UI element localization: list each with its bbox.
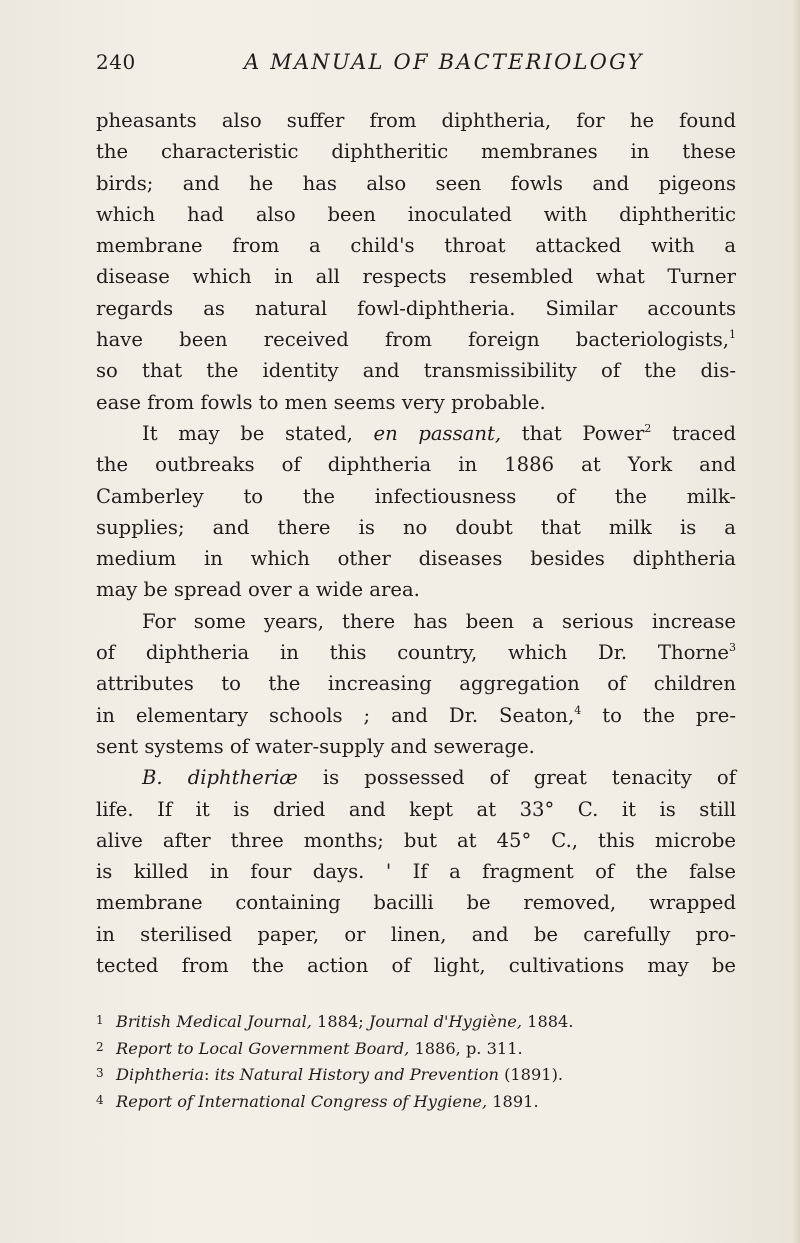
text-line: alive after three months; but at 45° C., this microbe [96, 828, 736, 852]
text-line: may be spread over a wide area. [96, 578, 420, 602]
text-line: is killed in four days. ' If a fragment of the false [96, 860, 736, 884]
text-line: ease from fowls to men seems very probable. [96, 390, 546, 414]
text-line: For some years, there has been a serious increase [142, 609, 736, 633]
footnote-3: 3 Diphtheria: its Natural History and Prevention (1891). [96, 1065, 564, 1085]
text-line: disease which in all respects resembled what Turner [96, 265, 736, 289]
text-fragment: to the pre- [581, 703, 737, 727]
text-line: the characteristic diphtheritic membranes in these [96, 140, 736, 164]
running-title: A MANUAL OF BACTERIOLOGY [244, 50, 644, 74]
text-fragment: is possessed of great tenacity of [297, 766, 736, 790]
text-line: supplies; and there is no doubt that milk is a [96, 515, 736, 539]
running-header [96, 50, 736, 82]
text-line: attributes to the increasing aggregation of children [96, 672, 736, 696]
text-fragment: of diphtheria in this country, which Dr. Thorne [96, 641, 729, 665]
text-line-with-note [96, 637, 736, 668]
text-line: regards as natural fowl-diphtheria. Similar accounts [96, 296, 736, 320]
text-line-with-note [96, 324, 736, 355]
text-fragment: that Power [501, 421, 645, 445]
text-line-with-note [96, 418, 736, 449]
footnote-1: 1 British Medical Journal, 1884; Journal d'Hygiène, 1884. [96, 1012, 574, 1031]
footnote-4: 4 Report of International Congress of Hygiene, 1891. [96, 1091, 539, 1111]
main-text [96, 105, 736, 981]
text-fragment: in elementary schools ; and Dr. Seaton, [96, 703, 575, 727]
footnotes [96, 1008, 736, 1114]
italic-phrase: en passant, [373, 421, 502, 445]
text-line: so that the identity and transmissibility of the dis- [96, 359, 736, 383]
italic-species-name: B. diphtheriæ [142, 766, 298, 790]
text-fragment: traced [651, 421, 736, 445]
text-fragment: It may be stated, [142, 421, 374, 445]
text-line: birds; and he has also seen fowls and pigeons [96, 171, 736, 195]
page-number: 240 [96, 50, 136, 74]
text-fragment: have been received from foreign bacteriologists, [96, 328, 729, 352]
text-line: which had also been inoculated with diphtheritic [96, 202, 736, 226]
footnote-ref-3: 3 [729, 641, 736, 655]
text-line: the outbreaks of diphtheria in 1886 at York and [96, 453, 736, 477]
text-line: sent systems of water-supply and sewerage. [96, 734, 535, 758]
page-edge-shadow [792, 0, 800, 1243]
text-line: membrane containing bacilli be removed, wrapped [96, 891, 736, 915]
text-line: in sterilised paper, or linen, and be carefully pro- [96, 922, 736, 946]
text-line-with-note [96, 700, 736, 731]
footnote-2: 2 Report to Local Government Board, 1886, p. 311. [96, 1038, 523, 1058]
text-line: medium in which other diseases besides diphtheria [96, 547, 736, 571]
text-line: pheasants also suffer from diphtheria, for he found [96, 109, 736, 132]
text-line [96, 762, 736, 793]
footnote-ref-2: 2 [644, 421, 652, 435]
text-line: membrane from a child's throat attacked with a [96, 234, 736, 258]
footnote-ref-1: 1 [729, 328, 736, 342]
text-line: Camberley to the infectiousness of the milk- [96, 484, 736, 508]
text-line: tected from the action of light, cultivations may be [96, 954, 736, 978]
footnote-ref-4: 4 [574, 703, 582, 717]
text-line: life. If it is dried and kept at 33° C. it is still [96, 797, 736, 821]
